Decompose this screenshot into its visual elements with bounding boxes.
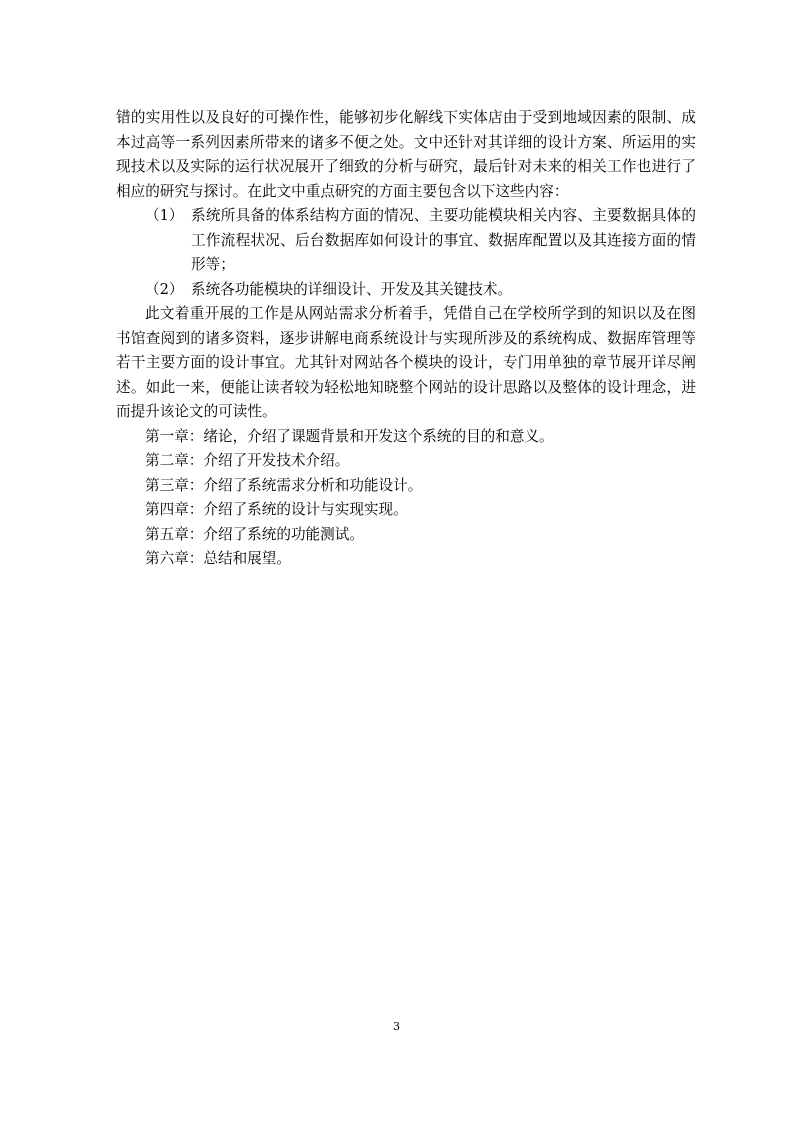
chapter-line-2: 第二章：介绍了开发技术介绍。 <box>145 452 350 469</box>
chapter-line-4: 第四章：介绍了系统的设计与实现实现。 <box>145 501 408 518</box>
intro-paragraph: 错的实用性以及良好的可操作性，能够初步化解线下实体店由于受到地域因素的限制、成本过高等一系列因素所带来的诸多不便之处。文中还针对其详细的设计方案、所运用的实现技术以及实际的运行状况展开了细致的分析与研究，最后针对未来的相关工作也进行了相应的研究与探讨。在此文中重点研究的方面主要包含以下这些内容： <box>116 109 696 200</box>
list-item <box>116 278 696 303</box>
list-item-number: （2） <box>145 280 184 298</box>
chapter-line-6: 第六章：总结和展望。 <box>145 550 291 567</box>
document-body <box>116 106 696 572</box>
chapter-line-3: 第三章：介绍了系统需求分析和功能设计。 <box>145 476 423 494</box>
body-paragraph: 此文着重开展的工作是从网站需求分析着手，凭借自己在学校所学到的知识以及在图书馆查阅到的诸多资料，逐步讲解电商系统设计与实现所涉及的系统构成、数据库管理等若干主要方面的设计事宜。尤其针对网站各个模块的设计，专门用单独的章节展开详尽阐述。如此一来，便能让读者较为轻松地知晓整个网站的设计思路以及整体的设计理念，进而提升该论文的可读性。 <box>116 305 696 420</box>
list-item-text: 系统各功能模块的详细设计、开发及其关键技术。 <box>191 280 513 298</box>
list-item-number: （1） <box>145 207 184 224</box>
list-item-text: 系统所具备的体系结构方面的情况、主要功能模块相关内容、主要数据具体的工作流程状况、后台数据库如何设计的事宜、数据库配置以及其连接方面的情形等； <box>191 207 696 273</box>
chapter-line-5: 第五章：介绍了系统的功能测试。 <box>145 525 364 543</box>
page-number: 3 <box>393 1020 400 1033</box>
chapter-line-1: 第一章：绪论，介绍了课题背景和开发这个系统的目的和意义。 <box>145 427 554 445</box>
list-item <box>116 204 696 278</box>
